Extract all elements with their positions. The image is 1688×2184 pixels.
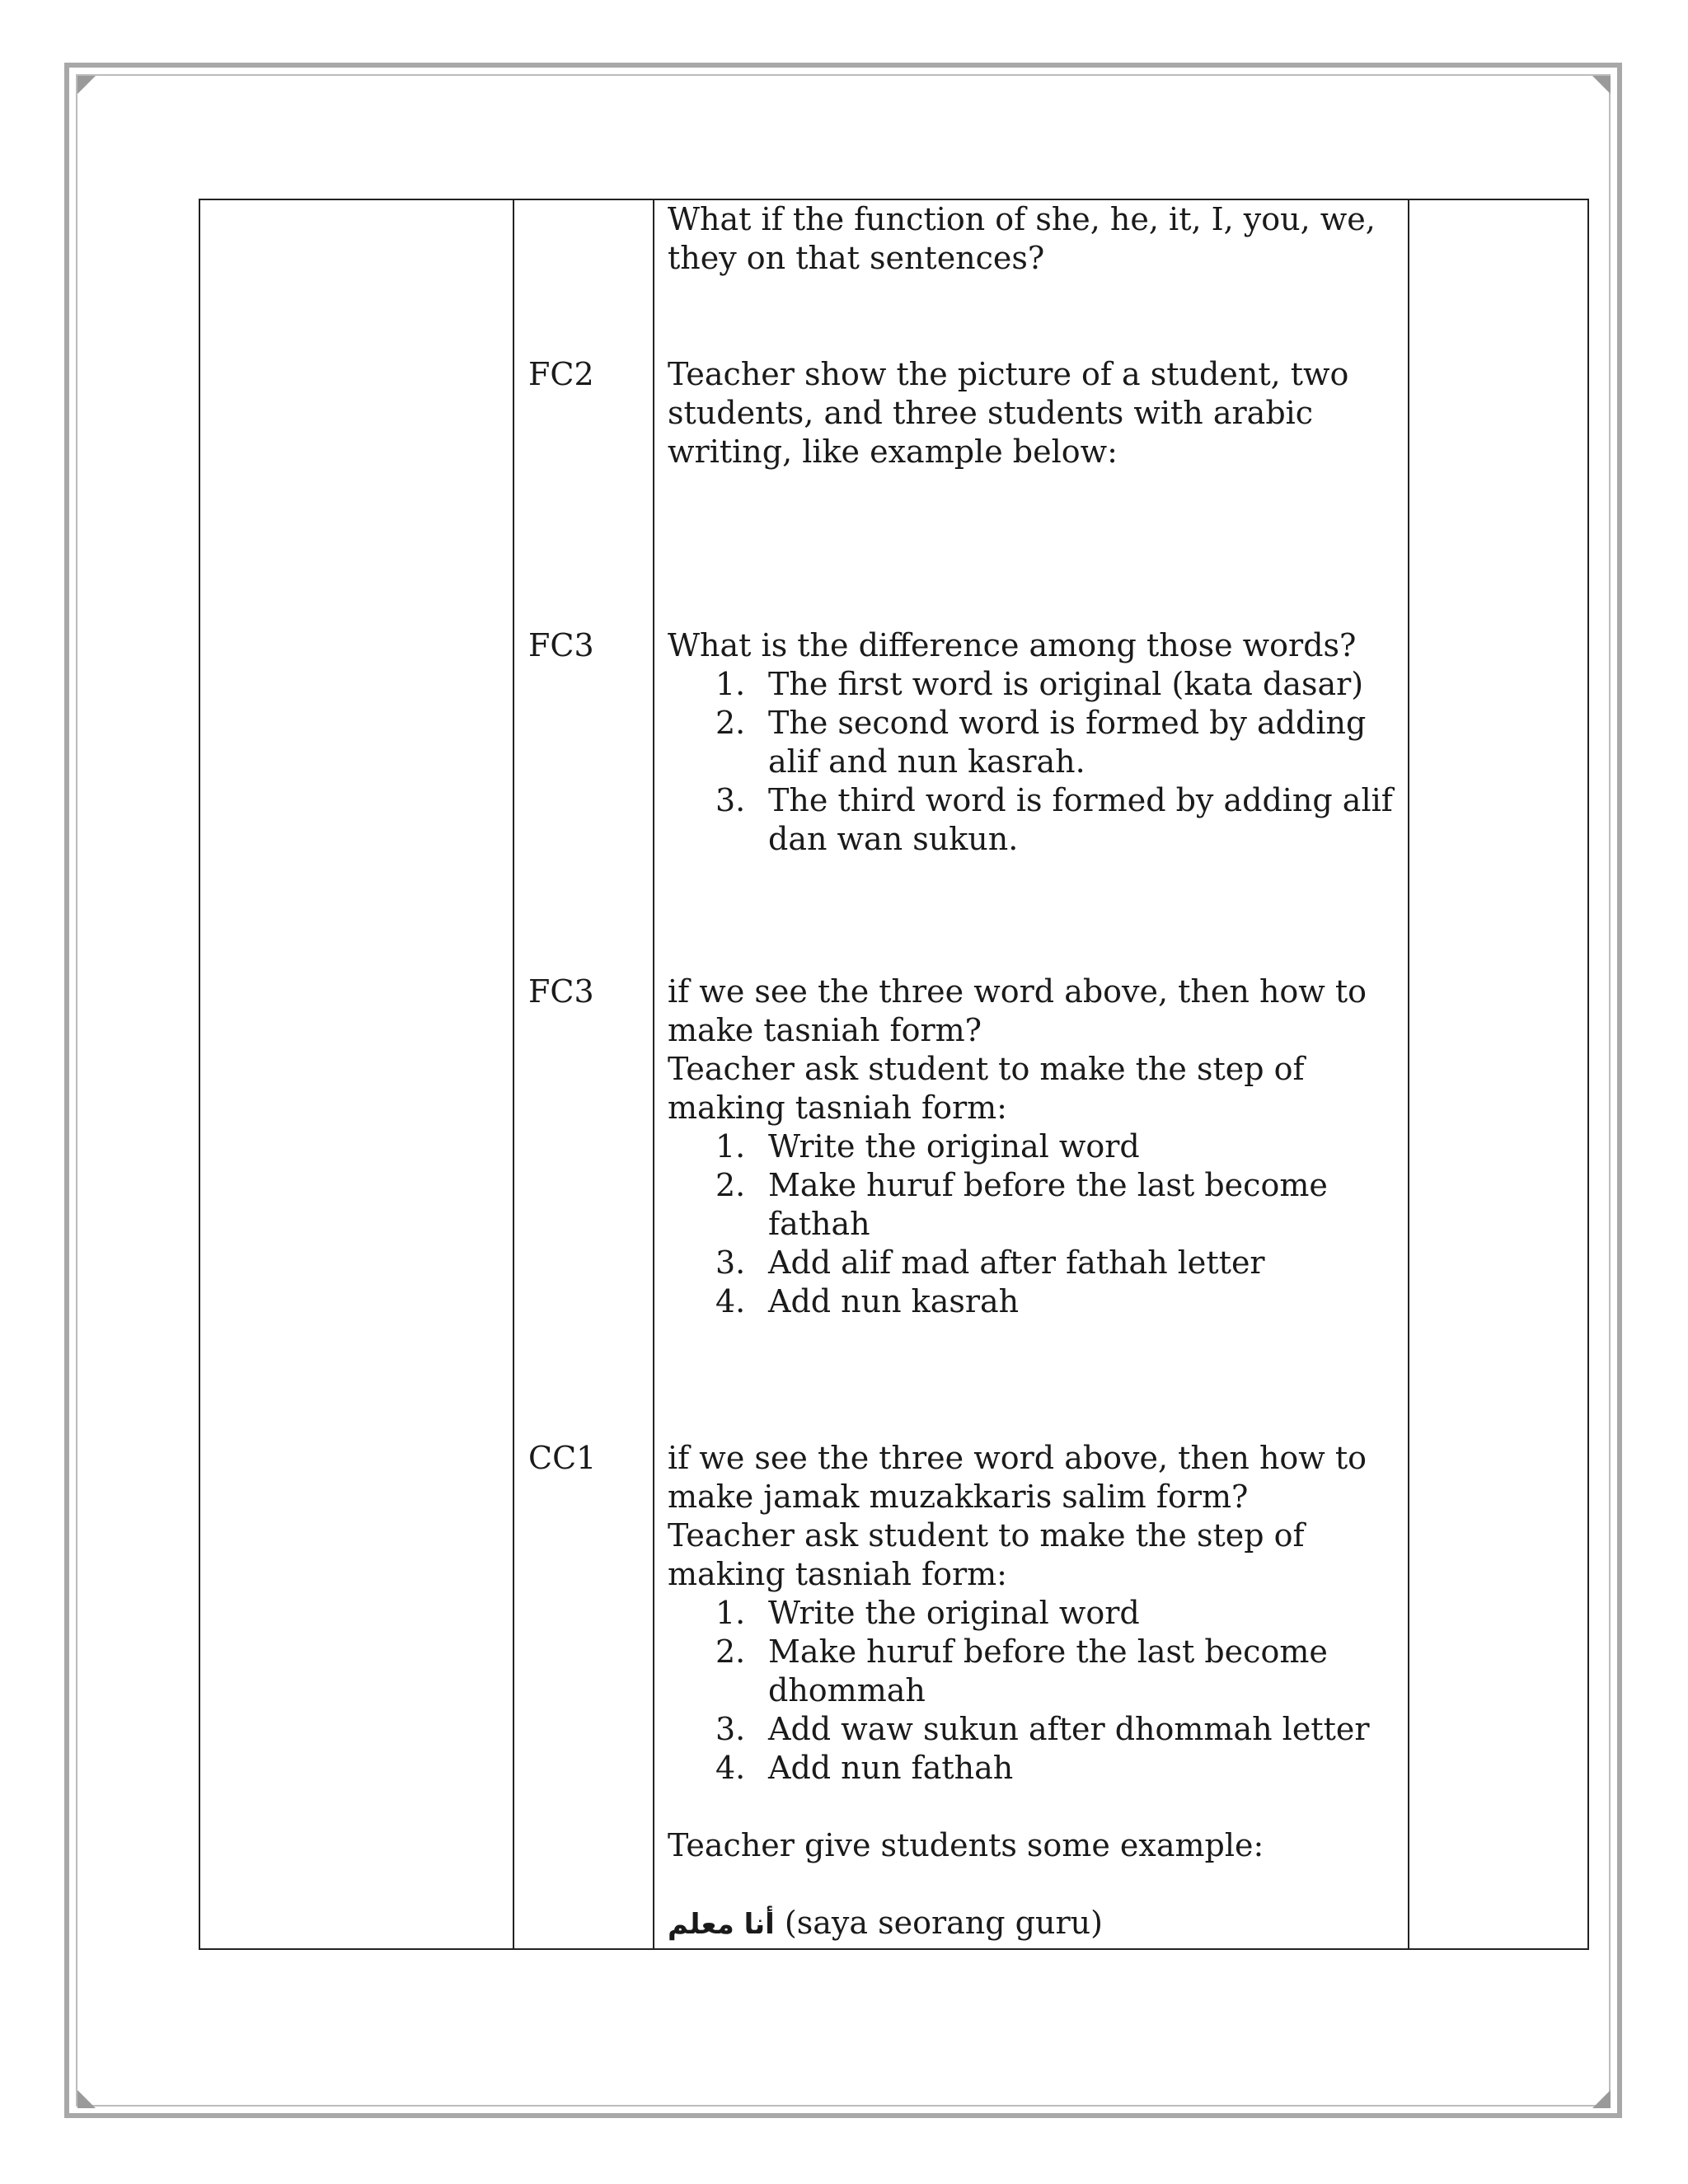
row-text: if we see the three word above, then how to make tasniah form?: [668, 973, 1367, 1048]
column-divider: [1408, 200, 1409, 1948]
corner-ornament-top-left: [77, 76, 96, 94]
corner-ornament-top-right: [1592, 76, 1611, 94]
arabic-text: أنا معلم: [668, 1908, 775, 1941]
column-divider: [653, 200, 654, 1948]
row-code: FC3: [528, 973, 594, 1010]
row-text: Teacher show the picture of a student, two students, and three students with arabic writing, like example below:: [668, 356, 1349, 470]
list-item-text: Add alif mad after fathah letter: [768, 1244, 1265, 1281]
arabic-gloss: (saya seorang guru): [784, 1905, 1103, 1941]
row-code: CC1: [528, 1440, 597, 1476]
list-item: [668, 665, 1401, 704]
list-item-text: Add nun kasrah: [768, 1283, 1020, 1319]
list-number: 3.: [715, 782, 746, 818]
list-item: [668, 1166, 1401, 1244]
list-item: [668, 781, 1401, 859]
list-number: 2.: [715, 1167, 746, 1203]
list-item: [668, 1127, 1401, 1166]
list-number: 2.: [715, 1633, 746, 1670]
list-item-text: Write the original word: [768, 1128, 1140, 1165]
list-number: 4.: [715, 1750, 746, 1786]
numbered-list: [668, 1594, 1401, 1788]
row-code: FC2: [528, 356, 594, 392]
example-intro: Teacher give students some example:: [668, 1827, 1264, 1863]
list-item-text: Write the original word: [768, 1595, 1140, 1631]
row-text-block: [668, 626, 1401, 859]
row-text-secondary: Teacher ask student to make the step of making tasniah form:: [668, 1051, 1305, 1126]
list-item-text: The first word is original (kata dasar): [768, 666, 1364, 702]
list-number: 1.: [715, 1595, 746, 1631]
list-item-text: Add waw sukun after dhommah letter: [768, 1711, 1370, 1747]
row-text: if we see the three word above, then how to make jamak muzakkaris salim form?: [668, 1440, 1367, 1515]
list-item-text: The second word is formed by adding alif and nun kasrah.: [768, 705, 1367, 780]
list-item: [668, 1594, 1401, 1633]
list-item: [668, 1710, 1401, 1749]
list-number: 3.: [715, 1711, 746, 1747]
list-item: [668, 704, 1401, 781]
list-number: 1.: [715, 1128, 746, 1165]
numbered-list: [668, 1127, 1401, 1321]
list-item-text: The third word is formed by adding alif dan wan sukun.: [768, 782, 1393, 857]
list-item: [668, 1749, 1401, 1788]
list-number: 1.: [715, 666, 746, 702]
list-item: [668, 1244, 1401, 1282]
arabic-example: [668, 1904, 1401, 1944]
row-text-block: [668, 972, 1401, 1321]
row-code: FC3: [528, 627, 594, 663]
list-item: [668, 1633, 1401, 1710]
row-text: What is the difference among those words?: [668, 627, 1357, 663]
numbered-list: [668, 665, 1401, 859]
row-text-secondary: Teacher ask student to make the step of making tasniah form:: [668, 1517, 1305, 1592]
row-text-block: [668, 1439, 1401, 1944]
list-number: 3.: [715, 1244, 746, 1281]
corner-ornament-bottom-right: [1592, 2090, 1611, 2108]
intro-question: What if the function of she, he, it, I, you, we, they on that sentences?: [668, 201, 1376, 276]
list-item: [668, 1282, 1401, 1321]
list-item-text: Make huruf before the last become dhommah: [768, 1633, 1328, 1708]
corner-ornament-bottom-left: [77, 2090, 96, 2108]
list-item-text: Add nun fathah: [768, 1750, 1014, 1786]
column-divider: [513, 200, 514, 1948]
list-item-text: Make huruf before the last become fathah: [768, 1167, 1328, 1242]
list-number: 2.: [715, 705, 746, 741]
list-number: 4.: [715, 1283, 746, 1319]
